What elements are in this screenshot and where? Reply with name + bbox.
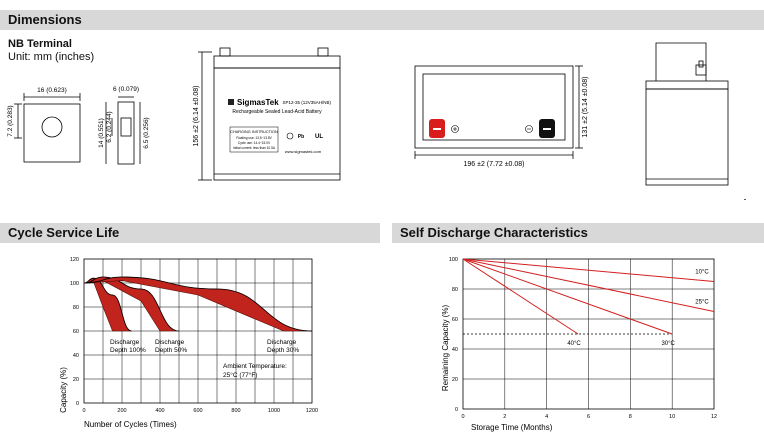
cycle-y-tick: 40 bbox=[72, 353, 79, 359]
sd-series-label-0: 10°C bbox=[695, 269, 709, 276]
sd-x-tick: 0 bbox=[461, 414, 465, 420]
cycle-title: Cycle Service Life bbox=[8, 225, 120, 240]
stray-mark bbox=[744, 199, 746, 200]
negative-slot bbox=[543, 128, 551, 130]
cycle-y-tick: 100 bbox=[69, 281, 79, 287]
sd-x-tick: 10 bbox=[669, 414, 676, 420]
top-height-dim: 131 ±2 (5.14 ±0.08) bbox=[582, 76, 589, 138]
sd-x-tick: 12 bbox=[710, 414, 718, 420]
cycle-y-tick: 20 bbox=[72, 377, 79, 383]
label-depth-100-b: Depth 100% bbox=[110, 347, 146, 354]
battery-front-view bbox=[190, 40, 350, 200]
battery-subtitle: Rechargeable Sealed Lead-Acid Battery bbox=[232, 109, 322, 115]
sd-x-label: Storage Time (Months) bbox=[471, 423, 553, 432]
terminal-title: NB Terminal bbox=[8, 38, 72, 50]
terminal-drawing bbox=[0, 80, 180, 180]
label-ambient-2: 25°C (77°F) bbox=[223, 372, 258, 379]
cycle-x-label: Number of Cycles (Times) bbox=[84, 420, 177, 429]
cycle-y-tick: 120 bbox=[69, 257, 79, 263]
pb-icon: Pb bbox=[297, 134, 305, 140]
cycle-y-tick: 0 bbox=[75, 401, 79, 407]
cycle-x-tick: 0 bbox=[82, 408, 86, 414]
dimensions-header bbox=[0, 10, 764, 30]
positive-slot bbox=[433, 128, 441, 130]
sd-series-label-1: 25°C bbox=[695, 299, 709, 306]
label-depth-50-a: Discharge bbox=[155, 339, 185, 346]
brand-name: SigmasTek bbox=[237, 98, 279, 107]
cycle-y-label: Capacity (%) bbox=[59, 367, 68, 413]
charging-line-3: Initial current: less than 10.5A bbox=[233, 146, 275, 150]
dim-width: 16 (0.623) bbox=[37, 87, 67, 94]
cycle-y-tick: 80 bbox=[72, 305, 79, 311]
sd-series-label-3: 40°C bbox=[567, 341, 581, 347]
charging-line-1: Floating use: 13.5~13.8V bbox=[236, 136, 272, 140]
cycle-x-tick: 200 bbox=[117, 408, 127, 414]
self-discharge-chart bbox=[392, 248, 764, 441]
cycle-life-chart bbox=[0, 248, 380, 441]
dim-post-height: 14 (0.551) bbox=[98, 118, 105, 148]
sd-y-label: Remaining Capacity (%) bbox=[441, 304, 450, 392]
ul-icon: UL bbox=[315, 134, 323, 140]
cycle-y-tick: 60 bbox=[72, 329, 79, 335]
model-label: SP12-35 (12V35AH/NB) bbox=[282, 100, 331, 105]
terminal-unit: Unit: mm (inches) bbox=[8, 51, 95, 63]
front-height-dim: 156 ±2 (6.14 ±0.08) bbox=[193, 85, 200, 147]
sd-y-tick: 0 bbox=[454, 407, 458, 413]
dim-overall: 6.5 (0.256) bbox=[143, 117, 150, 149]
dim-hole: 6.2 (0.244) bbox=[106, 111, 113, 143]
recycle-icon bbox=[287, 133, 293, 139]
self-discharge-title: Self Discharge Characteristics bbox=[400, 225, 588, 240]
charging-line-2: Cycle use: 14.4~15.0V bbox=[237, 141, 271, 145]
top-width-dim: 196 ±2 (7.72 ±0.08) bbox=[463, 161, 525, 168]
self-discharge-header bbox=[392, 223, 764, 243]
dimensions-title: Dimensions bbox=[8, 12, 82, 27]
sd-x-tick: 2 bbox=[503, 414, 507, 420]
charging-title: CHARGING INSTRUCTION bbox=[230, 130, 278, 134]
cycle-x-tick: 800 bbox=[231, 408, 241, 414]
sd-y-tick: 100 bbox=[448, 257, 458, 263]
battery-side-view bbox=[630, 35, 764, 205]
label-depth-100-a: Discharge bbox=[110, 339, 140, 346]
cycle-x-tick: 400 bbox=[155, 408, 165, 414]
cycle-x-tick: 1000 bbox=[267, 408, 281, 414]
sd-y-tick: 20 bbox=[451, 377, 458, 383]
label-depth-50-b: Depth 50% bbox=[155, 347, 188, 354]
dim-thickness: 6 (0.079) bbox=[112, 86, 140, 93]
cycle-x-tick: 1200 bbox=[305, 408, 319, 414]
sd-series-label-2: 30°C bbox=[661, 341, 675, 347]
label-depth-30-a: Discharge bbox=[267, 339, 297, 346]
label-ambient-1: Ambient Temperature: bbox=[223, 363, 287, 370]
sd-y-tick: 60 bbox=[451, 317, 458, 323]
sd-y-tick: 80 bbox=[451, 287, 458, 293]
sd-x-tick: 6 bbox=[586, 414, 591, 420]
battery-top-view bbox=[395, 40, 595, 180]
website: www.sigmastek.com bbox=[284, 149, 322, 154]
brand-logo-icon bbox=[228, 99, 234, 105]
sd-x-tick: 4 bbox=[545, 414, 549, 420]
sd-x-tick: 8 bbox=[628, 414, 632, 420]
dim-height: 7.2 (0.283) bbox=[7, 105, 14, 137]
cycle-x-tick: 600 bbox=[193, 408, 203, 414]
cycle-header bbox=[0, 223, 380, 243]
label-depth-30-b: Depth 30% bbox=[267, 347, 300, 354]
sd-y-tick: 40 bbox=[451, 347, 458, 353]
